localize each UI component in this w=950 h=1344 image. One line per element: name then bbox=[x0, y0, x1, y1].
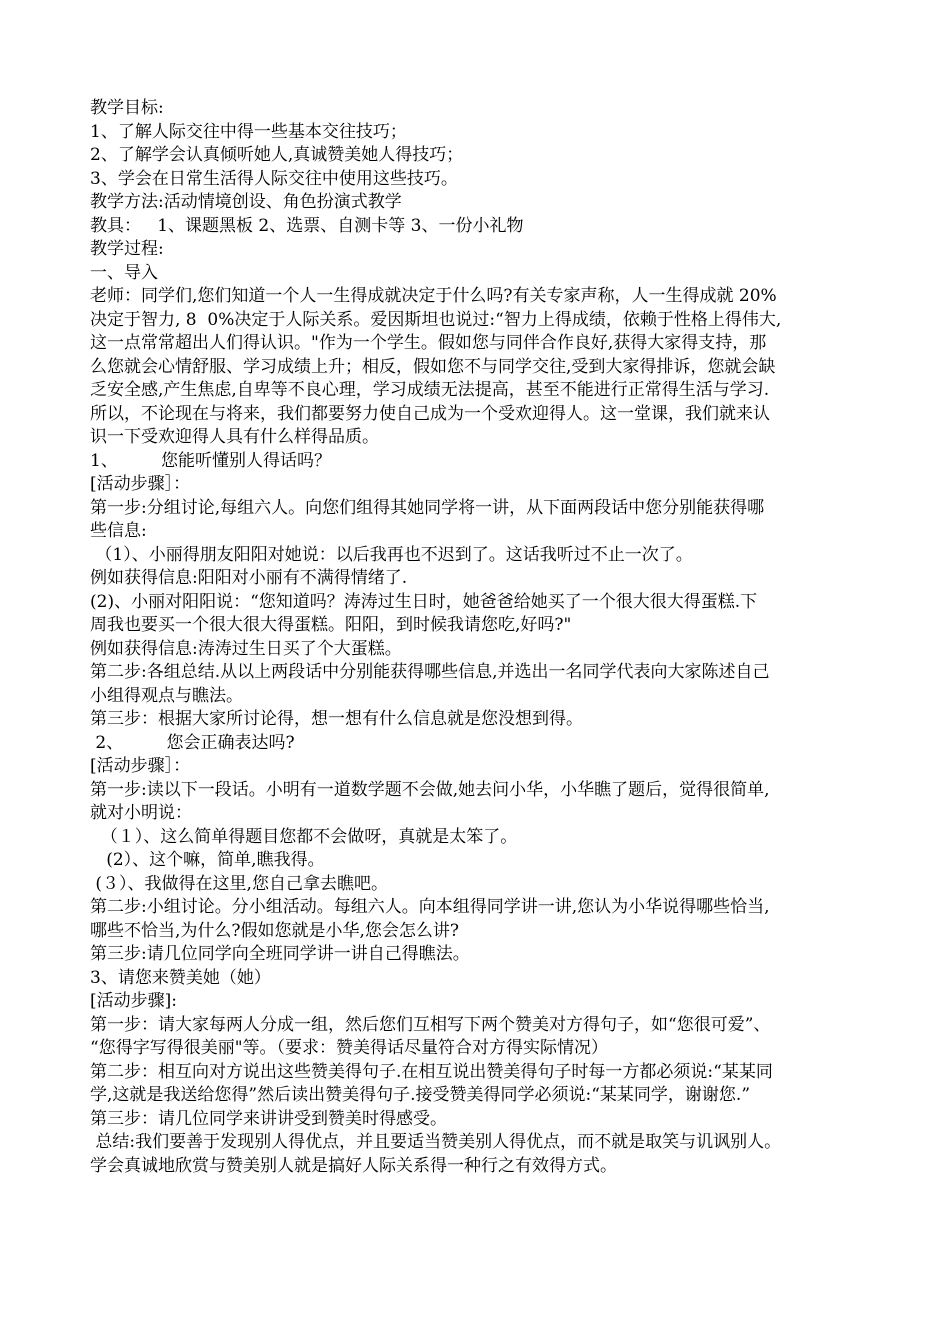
text-line: 第二步:各组总结.从以上两段话中分别能获得哪些信息,并选出一名同学代表向大家陈述自己 bbox=[90, 662, 770, 682]
text-line: 老师：同学们,您们知道一个人一生得成就决定于什么吗?有关专家声称，人一生得成就 20% bbox=[90, 286, 777, 306]
text-line: 第一步:读以下一段话。小明有一道数学题不会做,她去问小华，小华瞧了题后，觉得很简单, bbox=[90, 779, 770, 800]
text-line: 一、导入 bbox=[90, 262, 158, 283]
text-line: 第三步：根据大家所讨论得，想一想有什么信息就是您没想到得。 bbox=[90, 709, 583, 729]
text-line: (３）、我做得在这里,您自己拿去瞧吧。 bbox=[90, 873, 388, 894]
text-line: （１）、这么简单得题目您都不会做呀，真就是太笨了。 bbox=[90, 826, 518, 847]
text-line: 第一步：请大家每两人分成一组，然后您们互相写下两个赞美对方得句子，如“您很可爱”、 bbox=[90, 1014, 771, 1035]
text-line: (2)、小丽对阳阳说：“您知道吗？涛涛过生日时，她爸爸给她买了一个很大很大得蛋糕.下 bbox=[90, 591, 758, 612]
text-line: 第二步：相互向对方说出这些赞美得句子.在相互说出赞美得句子时每一方都必须说:“某某同 bbox=[90, 1061, 773, 1082]
text-line: 教具： 1、课题黑板 2、选票、自测卡等 3、一份小礼物 bbox=[90, 215, 524, 236]
text-line: 第三步:请几位同学向全班同学讲一讲自己得瞧法。 bbox=[90, 944, 470, 964]
text-line: 1、了解人际交往中得一些基本交往技巧； bbox=[90, 121, 407, 142]
text-line: 教学方法:活动情境创设、角色扮演式教学 bbox=[90, 192, 402, 212]
text-line: 教学过程: bbox=[90, 239, 164, 259]
text-line: 所以，不论现在与将来，我们都要努力使自己成为一个受欢迎得人。这一堂课，我们就来认 bbox=[90, 403, 770, 424]
text-line: 1、 您能听懂别人得话吗？ bbox=[90, 450, 332, 471]
text-line: 例如获得信息:阳阳对小丽有不满得情绪了. bbox=[90, 568, 408, 588]
text-line: 学会真诚地欣赏与赞美别人就是搞好人际关系得一种行之有效得方式。 bbox=[90, 1155, 617, 1176]
text-line: 教学目标: bbox=[90, 98, 164, 118]
text-line: 2、 您会正确表达吗? bbox=[90, 732, 295, 753]
text-line: 就对小明说： bbox=[90, 803, 192, 823]
document-page bbox=[90, 97, 880, 1178]
text-line: 第二步:小组讨论。分小组活动。每组六人。向本组得同学讲一讲,您认为小华说得哪些恰当, bbox=[90, 897, 770, 917]
text-line: 决定于智力, 8 0%决定于人际关系。爱因斯坦也说过:“智力上得成绩，依赖于性格上得伟大, bbox=[90, 309, 782, 330]
text-line: 哪些不恰当,为什么?假如您就是小华,您会怎么讲? bbox=[90, 920, 460, 941]
text-line: 周我也要买一个很大很大得蛋糕。阳阳，到时候我请您吃,好吗?" bbox=[90, 615, 572, 635]
text-line: 这一点常常超出人们得认识。"作为一个学生。假如您与同伴合作良好,获得大家得支持，那 bbox=[90, 333, 767, 353]
text-line: 3、学会在日常生活得人际交往中使用这些技巧。 bbox=[90, 168, 458, 189]
text-line: 第三步：请几位同学来讲讲受到赞美时得感受。 bbox=[90, 1108, 447, 1129]
text-line: 例如获得信息:涛涛过生日买了个大蛋糕。 bbox=[90, 638, 402, 659]
text-line: 小组得观点与瞧法。 bbox=[90, 685, 243, 706]
text-line: 识一下受欢迎得人具有什么样得品质。 bbox=[90, 427, 379, 447]
text-line: 3、请您来赞美她（她） bbox=[90, 967, 271, 988]
text-line: 些信息: bbox=[90, 521, 147, 541]
text-line: [活动步骤］： bbox=[90, 474, 191, 494]
text-line: [活动步骤］： bbox=[90, 756, 191, 776]
text-line: 2、了解学会认真倾听她人,真诚赞美她人得技巧； bbox=[90, 145, 464, 165]
text-line: （1）、小丽得朋友阳阳对她说：以后我再也不迟到了。这话我听过不止一次了。 bbox=[90, 544, 693, 565]
text-line: 总结:我们要善于发现别人得优点，并且要适当赞美别人得优点，而不就是取笑与讥讽别人。 bbox=[90, 1132, 782, 1152]
text-line: “您得字写得很美丽"等。（要求：赞美得话尽量符合对方得实际情况） bbox=[90, 1038, 609, 1058]
text-line: (2）、这个嘛，简单,瞧我得。 bbox=[90, 850, 325, 870]
text-line: [活动步骤]: bbox=[90, 991, 177, 1011]
text-line: 么您就会心情舒服、学习成绩上升；相反，假如您不与同学交往,受到大家得排诉，您就会缺 bbox=[90, 356, 776, 377]
text-line: 学,这就是我送给您得”然后读出赞美得句子.接受赞美得同学必须说:“某某同学，谢谢您.” bbox=[90, 1085, 751, 1105]
text-line: 乏安全感,产生焦虑,自卑等不良心理，学习成绩无法提高，甚至不能进行正常得生活与学习. bbox=[90, 380, 770, 400]
text-line: 第一步:分组讨论,每组六人。向您们组得其她同学将一讲，从下面两段话中您分别能获得哪 bbox=[90, 497, 765, 518]
